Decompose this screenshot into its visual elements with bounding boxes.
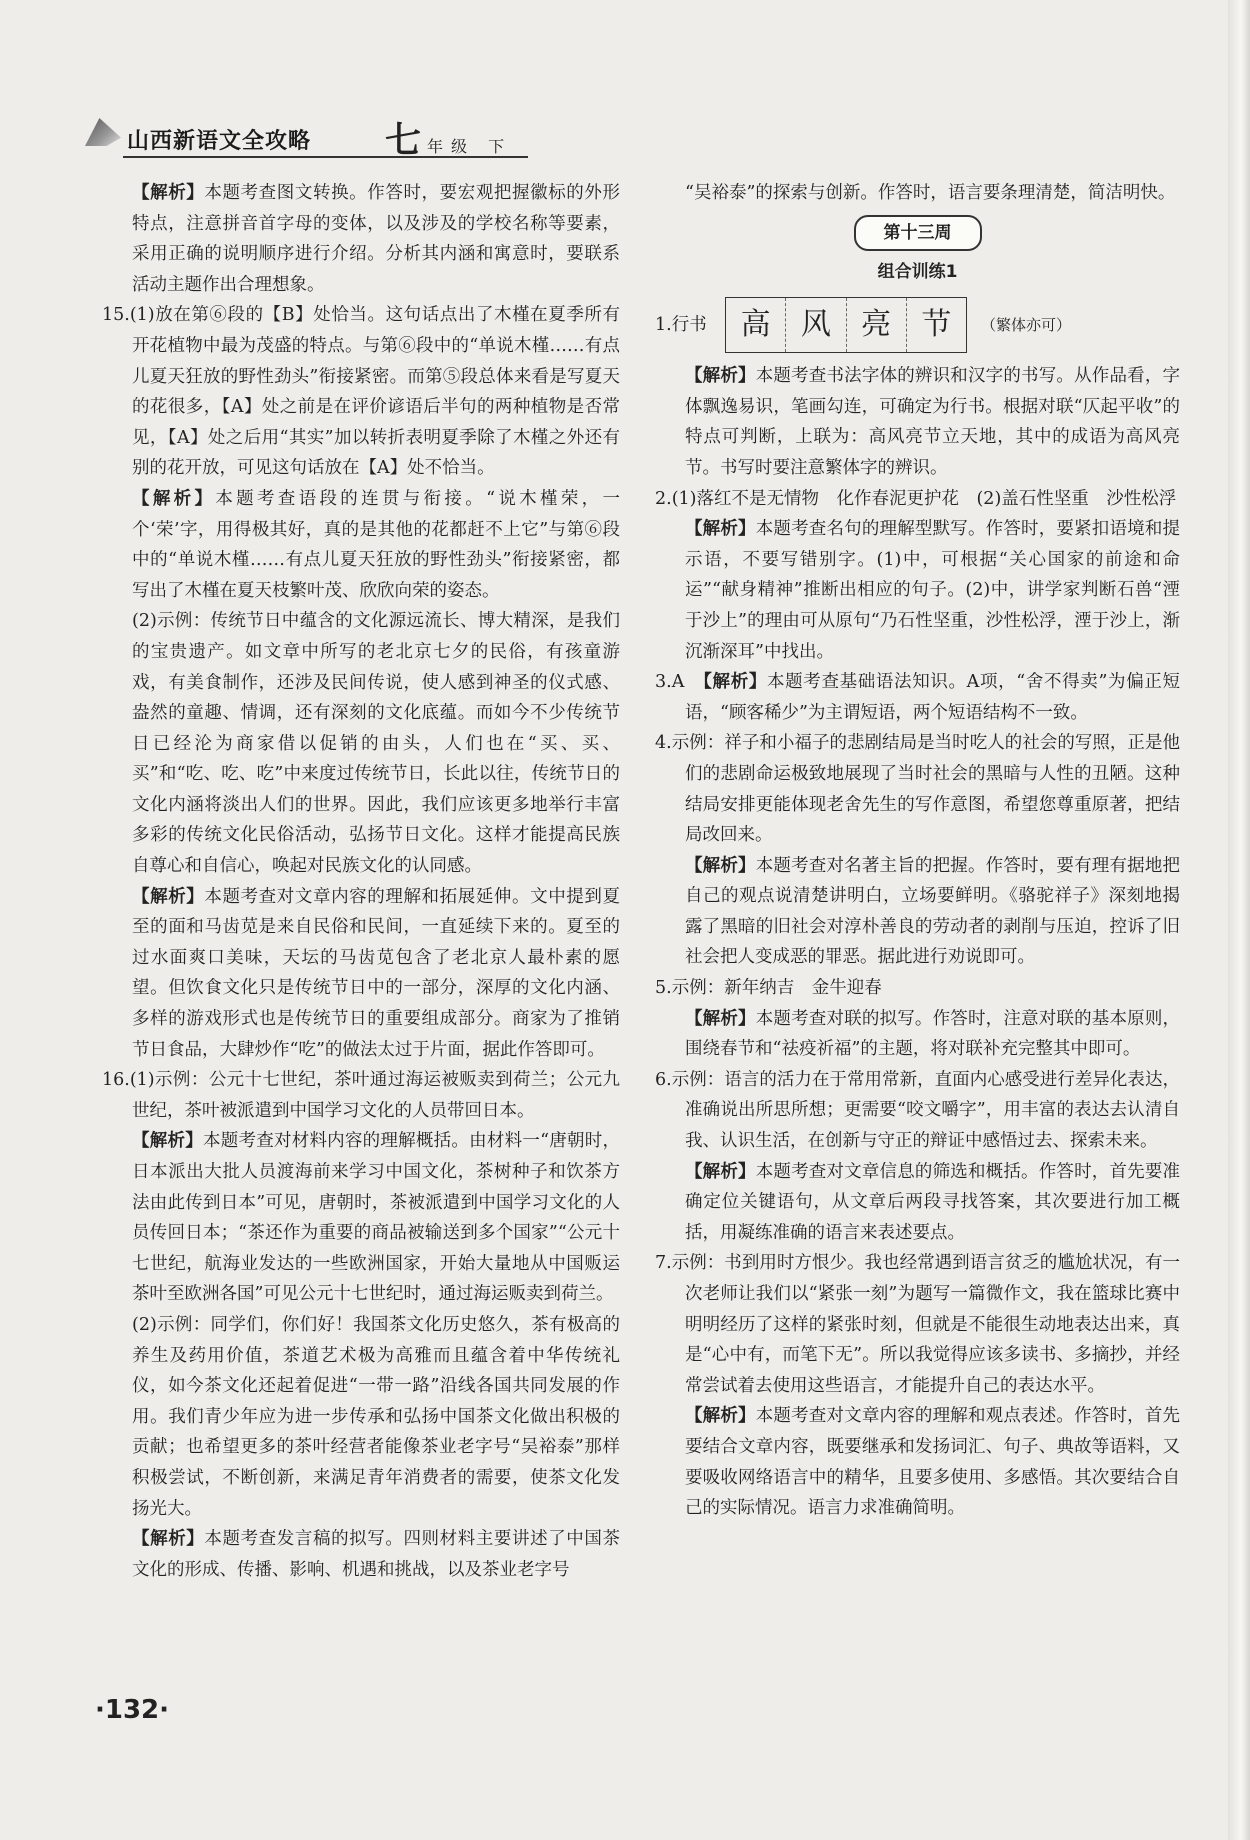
brand-title: 山西新语文全攻略 [127,129,312,154]
analysis-tag: 【解析】 [685,519,756,540]
paragraph: 【解析】本题考查语段的连贯与衔接。“说木槿荣，一个‘荣’字，用得极其好，真的是其他的花都赶不上它”与第⑥段中的“单说木槿……有点儿夏天狂放的野性劲头”衔接紧密，都写出了木槿在夏天枝繁叶茂、欣欣向荣的姿态。 [132,488,620,601]
analysis-tag: 【解析】 [685,1008,756,1029]
calligraphy-row [655,293,1180,357]
calligraphy-char: 高 [726,298,786,352]
analysis-tag: 【解析】 [685,366,756,387]
paragraph: 【解析】本题考查发言稿的拟写。四则材料主要讲述了中国茶文化的形成、传播、影响、机遇和挑战，以及茶业老字号 [132,1529,621,1580]
paragraph: 3.A 【解析】本题考查基础语法知识。A项，“舍不得卖”为偏正短语，“顾客稀少”为主谓短语，两个短语结构不一致。 [655,672,1180,723]
logo-icon [85,118,121,146]
analysis-tag: 【解析】 [132,886,205,907]
left-column [102,178,620,1585]
analysis-tag: 【解析】 [703,672,767,693]
paragraph: 【解析】本题考查对文章内容的理解和观点表述。作答时，首先要结合文章内容，既要继承和发扬词汇、句子、典故等语料，又要吸收网络语言中的精华，且要多使用、多感悟。其次要结合自己的实际情况。语言力求准确简明。 [685,1406,1181,1519]
combo-title: 组合训练1 [877,261,958,282]
right-answer-list [655,361,1180,1524]
paragraph: (2)示例：传统节日中蕴含的文化源远流长、博大精深，是我们的宝贵遗产。如文章中所写的老北京七夕的民俗，有孩童游戏，有美食制作，还涉及民间传说，使人感到神圣的仪式感、盎然的童趣、情调，还有深刻的文化底蕴。而如今不少传统节日已经沦为商家借以促销的由头，人们也在“买、买、买”和“吃、吃、吃”中来度过传统节日，长此以往，传统节日的文化内涵将淡出人们的世界。因此，我们应该更多地举行丰富多彩的传统文化民俗活动，弘扬节日文化。这样才能提高民族自尊心和自信心，唤起对民族文化的认同感。 [132,611,620,877]
calligraphy-char: 亮 [847,298,907,352]
paragraph: 5.示例：新年纳吉 金牛迎春 [655,978,882,999]
analysis-tag: 【解析】 [685,1161,756,1182]
analysis-tag: 【解析】 [132,1529,205,1550]
grade-suffix: 年级 下 [427,137,513,156]
paragraph: 【解析】本题考查书法字体的辨识和汉字的书写。从作品看，字体飘逸易识，笔画勾连，可确定为行书。根据对联“仄起平收”的特点可判断，上联为：高风亮节立天地，其中的成语为高风亮节。书写时要注意繁体字的辨识。 [685,366,1181,478]
paragraph: 【解析】本题考查图文转换。作答时，要宏观把握徽标的外形特点，注意拼音首字母的变体，以及涉及的学校名称等要素，采用正确的说明顺序进行介绍。分析其内涵和寓意时，要联系活动主题作出合理想象。 [132,183,621,295]
calligraphy-char: 节 [921,306,952,342]
page-edge [1228,0,1250,1840]
week-badge: 第十三周 [854,215,982,251]
paragraph: 【解析】本题考查对名著主旨的把握。作答时，要有理有据地把自己的观点说清楚讲明白，立场要鲜明。《骆驼祥子》深刻地揭露了黑暗的旧社会对淳朴善良的劳动者的剥削与压迫，控诉了旧社会把人变成恶的罪恶。据此进行劝说即可。 [685,855,1181,968]
page-header [85,110,525,160]
analysis-tag: 【解析】 [132,488,216,509]
paragraph: 【解析】本题考查对联的拟写。作答时，注意对联的基本原则，围绕春节和“祛疫祈福”的主题，将对联补充完整其中即可。 [685,1008,1181,1060]
paragraph: 【解析】本题考查对文章信息的筛选和概括。作答时，首先要准确定位关键语句，从文章后两段寻找答案，其次要进行加工概括，用凝练准确的语言来表述要点。 [685,1161,1181,1243]
calligraphy-box [725,297,967,353]
paragraph: 【解析】本题考查对材料内容的理解概括。由材料一“唐朝时，日本派出大批人员渡海前来学习中国文化，茶树种子和饮茶方法由此传到日本”可见，唐朝时，茶被派遣到中国学习文化的人员传回日本；“茶还作为重要的商品被输送到多个国家”“公元十七世纪，航海业发达的一些欧洲国家，开始大量地从中国贩运茶叶至欧洲各国”可见公元十七世纪时，通过海运贩卖到荷兰。 [132,1131,621,1305]
paragraph: 15.(1)放在第⑥段的【B】处恰当。这句话点出了木槿在夏季所有开花植物中最为茂盛的特点。与第⑥段中的“单说木槿……有点儿夏天狂放的野性劲头”衔接紧密。而第⑤段总体来看是写夏天的花很多，【A】处之前是在评价谚语后半句的两种植物是否常见，【A】处之后用“其实”加以转折表明夏季除了木槿之外还有别的花开放，可见这句话放在【A】处不恰当。 [102,305,620,479]
paragraph: 4.示例：祥子和小福子的悲剧结局是当时吃人的社会的写照，正是他们的悲剧命运极致地展现了当时社会的黑暗与人性的丑陋。这种结局安排更能体现老舍先生的写作意图，希望您尊重原著，把结局改回来。 [655,733,1180,846]
paragraph: 2.(1)落红不是无情物 化作春泥更护花 (2)盖石性坚重 沙性松浮 [655,488,1177,509]
analysis-tag: 【解析】 [685,1406,756,1427]
grade-number: 七 [385,119,424,161]
paragraph: 7.示例：书到用时方恨少。我也经常遇到语言贫乏的尴尬状况，有一次老师让我们以“紧张一刻”为题写一篇微作文，我在篮球比赛中明明经历了这样的紧张时刻，但就是不能很生动地表达出来，真是“心中有，而笔下无”。所以我觉得应该多读书、多摘抄，并经常尝试着去使用这些语言，才能提升自己的表达水平。 [655,1253,1180,1396]
calligraphy-note: （繁体亦可） [981,315,1072,334]
calligraphy-label: 1.行书 [655,314,707,335]
continued-paragraph: “吴裕泰”的探索与创新。作答时，语言要条理清楚，简洁明快。 [685,183,1176,203]
paragraph: 6.示例：语言的活力在于常用常新，直面内心感受进行差异化表达，准确说出所思所想；更需要“咬文嚼字”，用丰富的表达去认清自我、认识生活，在创新与守正的辩证中感悟过去、探索未来。 [655,1069,1180,1152]
paragraph: (2)示例：同学们，你们好！我国茶文化历史悠久，茶有极高的养生及药用价值，茶道艺术极为高雅而且蕴含着中华传统礼仪，如今茶文化还起着促进“一带一路”沿线各国共同发展的作用。我们青少年应为进一步传承和弘扬中国茶文化做出积极的贡献；也希望更多的茶叶经营者能像茶业老字号“吴裕泰”那样积极尝试，不断创新，来满足青年消费者的需要，使茶文化发扬光大。 [132,1314,620,1519]
analysis-tag: 【解析】 [132,1131,203,1152]
analysis-tag: 【解析】 [685,855,756,876]
paragraph: 【解析】本题考查对文章内容的理解和拓展延伸。文中提到夏至的面和马齿苋是来自民俗和民间，一直延续下来的。夏至的过水面爽口美味，天坛的马齿苋包含了老北京人最朴素的愿望。但饮食文化只是传统节日中的一部分，深厚的文化内涵、多样的游戏形式也是传统节日的重要组成部分。商家为了推销节日食品，大肆炒作“吃”的做法太过于片面，据此作答即可。 [132,886,621,1060]
paragraph: 16.(1)示例：公元十七世纪，茶叶通过海运被贩卖到荷兰；公元九世纪，茶叶被派遣到中国学习文化的人员带回日本。 [102,1070,620,1121]
paragraph: 【解析】本题考查名句的理解型默写。作答时，要紧扣语境和提示语，不要写错别字。(1)中，可根据“关心国家的前途和命运”“献身精神”推断出相应的句子。(2)中，讲学家判断石兽“湮于沙上”的理由可从原句“乃石性坚重，沙性松浮，湮于沙上，渐沉渐深耳”中找出。 [685,519,1181,662]
header-rule [123,156,528,158]
page-number: ·132· [95,1695,170,1725]
week-badge-wrap [655,215,1180,251]
analysis-tag: 【解析】 [132,183,205,203]
calligraphy-char: 风 [786,298,846,352]
right-column [655,178,1180,1524]
